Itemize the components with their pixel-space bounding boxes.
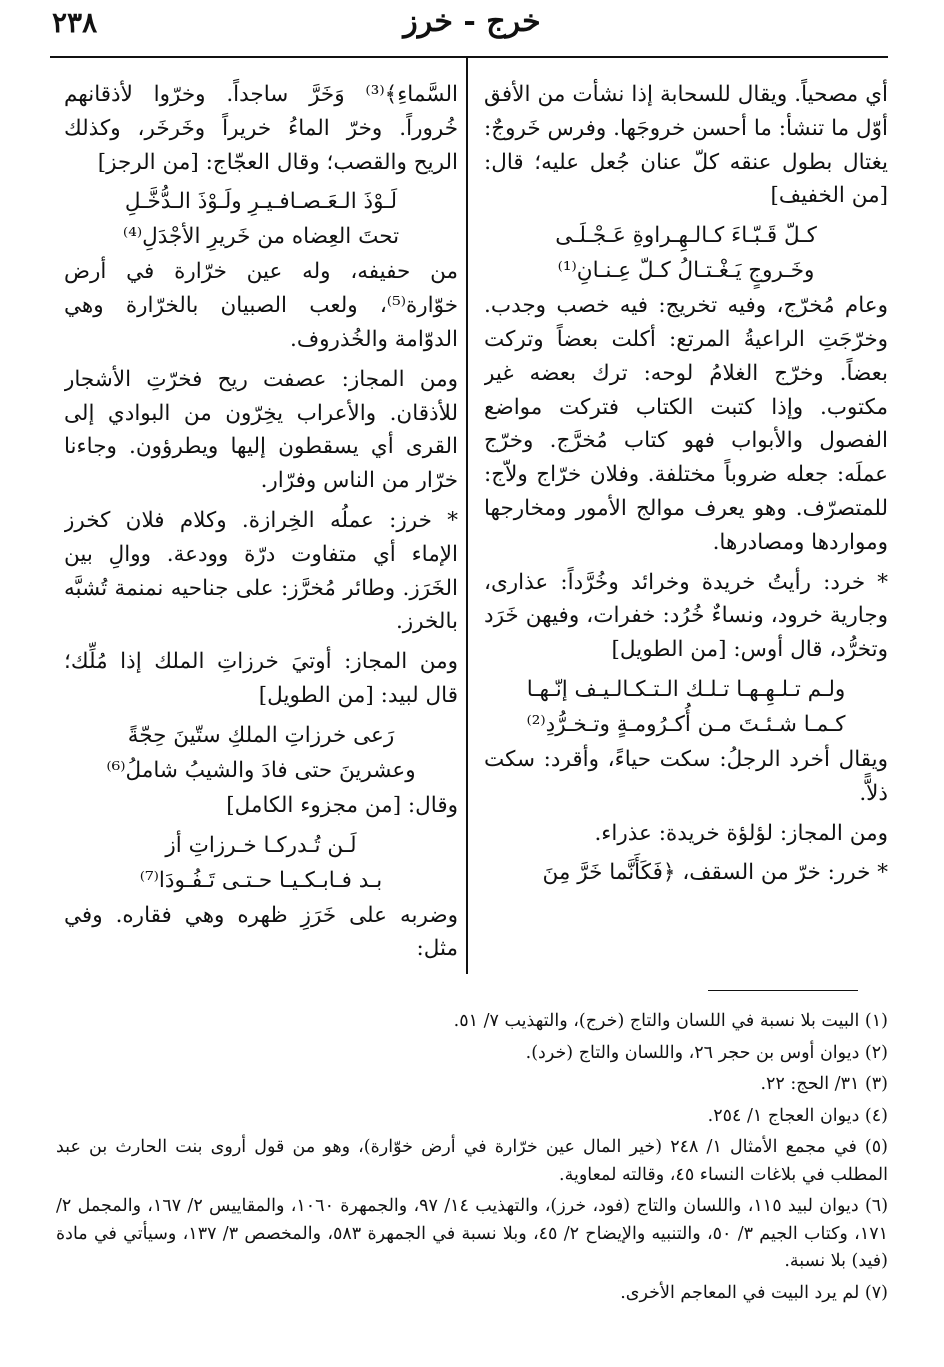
footnote: (٥) في مجمع الأمثال ١/ ٢٤٨ (خير المال عين خرّارة في أرض خوّارة)، وهو من قول أروى بنت الحارث بن عبد المطلب في بلاغات النساء ٤٥، وقالته لمعاوية. [56, 1137, 888, 1185]
paragraph: ومن المجاز: عصفت ريح فخرّتِ الأشجار للأذقان. والأعراب يخِرّون من البوادي إلى القرى أي يسقطون إليها ويطرؤون. وجاءنا خرّار من الناس وفرّار. [64, 366, 458, 494]
verse-line: بـد فـابـكـيـا حـتـى تَـفُـودَا⁽⁷⁾ [139, 867, 383, 893]
verse-line: كـمـا شـئـتَ مـن أُكـرُومـةٍ وتـخـرُّدِ⁽²⁾ [526, 711, 846, 737]
paragraph: وعام مُخرّج، وفيه تخريج: فيه خصب وجدب. وخرّجَتِ الراعيةُ المرتع: أكلت بعضاً وتركت بعضاً. وخرّج الغلامُ لوحه: ترك بعضه غير مكتوب. وإذا كتبت الكتاب فتركت مواضع الفصول والأبواب فهو كتاب مُخرَّج. وخرّج عملَه: جعله ضروباً مختلفة. وفلان خرّاج ولاّج: للمتصرّف. وهو يعرف موالج الأمور ومخارجها ومواردها ومصادرها. [484, 293, 888, 555]
paragraph: السَّماءِ﴾⁽³⁾ وَخَرَّ ساجداً. وخرّوا لأذقانهم خُروراً. وخرّ الماءُ خريراً وخَرخَر، وكذلك الريح والقصب؛ وقال العجّاج: [من الرجز] [64, 82, 458, 175]
footnote: (٦) ديوان لبيد ١١٥، واللسان والتاج (فود، خرز)، والتهذيب ١٤/ ٩٧، والجمهرة ١٠٦٠، والمقاييس ٢/ ١٦٧، والمجمل ٢/ ١٧١، وكتاب الجيم ٣/ ٥٠، والتنبيه والإيضاح ٢/ ٤٥، وبلا نسبة في الجمهرة ٥٨٣، والمخصص ٣/ ١٣٧، وسيأتي في مادة (فيد) بلا نسبة. [56, 1196, 889, 1271]
footnote: (٣) ٣١/ الحج: ٢٢. [760, 1074, 888, 1094]
verse-line: ولـم تـلـهِـهـا تـلـك الـتـكـالـيـف إنّـهـا [526, 676, 846, 702]
header-rule [50, 56, 888, 58]
footnote-rule [708, 990, 858, 991]
footnote: (٢) ديوان أوس بن حجر ٢٦، واللسان والتاج (خرد). [525, 1042, 888, 1063]
verse-line: لَـن تُـدركـا خـرزاتِ أز [165, 832, 357, 858]
paragraph: ويقال أخرد الرجلُ: سكت حياءً، وأقرد: سكت ذلاًّ. [484, 746, 888, 806]
verse-line: كـلّ قَـبّـاءَ كـالـهِـراوةِ عَـجْـلَـى [555, 223, 817, 249]
left-column [64, 78, 458, 978]
footnote: (٧) لم يرد البيت في المعاجم الأخرى. [620, 1282, 888, 1303]
footnotes [56, 1008, 888, 1311]
verse-line: لَـوْذَ الـعَـصـافـيـرِ ولَـوْذَ الـدُّخَّـلِ [124, 189, 398, 215]
footnote: (٤) ديوان العجاج ١/ ٢٥٤. [707, 1105, 888, 1126]
column-divider [466, 58, 468, 974]
running-head: خرج - خرز [403, 4, 541, 39]
paragraph: ومن المجاز: لؤلؤة خريدة: عذراء. [594, 820, 888, 846]
paragraph: ومن المجاز: أوتيَ خرزاتِ الملك إذا مُلِّك؛ قال لبيد: [من الطويل] [64, 649, 458, 708]
paragraph: * خرر: خرّ من السقف، ﴿فَكَأَنَّما خَرَّ مِنَ [542, 860, 888, 886]
verse-line: رَعى خرزاتِ الملكِ ستّينَ حِجّةً [127, 722, 395, 748]
paragraph: وقال: [من مجزوء الكامل] [226, 792, 458, 818]
verse-line: وعشرينَ حتى فادَ والشيبُ شاملُ⁽⁶⁾ [106, 757, 416, 783]
paragraph: * خرز: عملُه الخِرازة. وكلام فلان كخرز الإماء أي متفاوت درّة وودعة. ووالِ بين الخَرَز. وطائر مُخرَّز: على جناحيه نمنمة تُشبَّه بالخرز. [64, 507, 458, 635]
paragraph: من حفيفه، وله عين خرّارة في أرض خوّارة⁽⁵⁾، ولعب الصبيان بالخرّارة وهي الدوّامة والخُذروف. [64, 259, 458, 352]
paragraph: أي مصحياً. ويقال للسحابة إذا نشأت من الأفق أوّل ما تنشأ: ما أحسن خروجَها. وفرس خَروجٌ: يغتال بطول عنقه كلّ عنان جُعل عليه؛ قال: [من الخفيف] [484, 82, 888, 209]
verse-line: تحتَ العِضاه من خَريرِ الأجْدَلِ⁽⁴⁾ [122, 224, 400, 250]
verse-line: وخَـروجٍ يَـغْـتـالُ كـلّ عِـنـانِ⁽¹⁾ [557, 258, 815, 284]
paragraph: * خرد: رأيتُ خريدة وخرائد وخُرَّداً: عذارى، وجارية خرود، ونساءٌ خُرُد: خفرات، وفيهن خَرَد وتخرُّد، قال أوس: [من الطويل] [484, 569, 888, 663]
paragraph: وضربه على خَرَزِ ظهره وهي فقاره. وفي مثل: [64, 902, 458, 962]
right-column [484, 78, 888, 978]
footnote: (١) البيت بلا نسبة في اللسان والتاج (خرج)، والتهذيب ٧/ ٥١. [453, 1011, 888, 1031]
page-number: ٢٣٨ [52, 6, 98, 39]
